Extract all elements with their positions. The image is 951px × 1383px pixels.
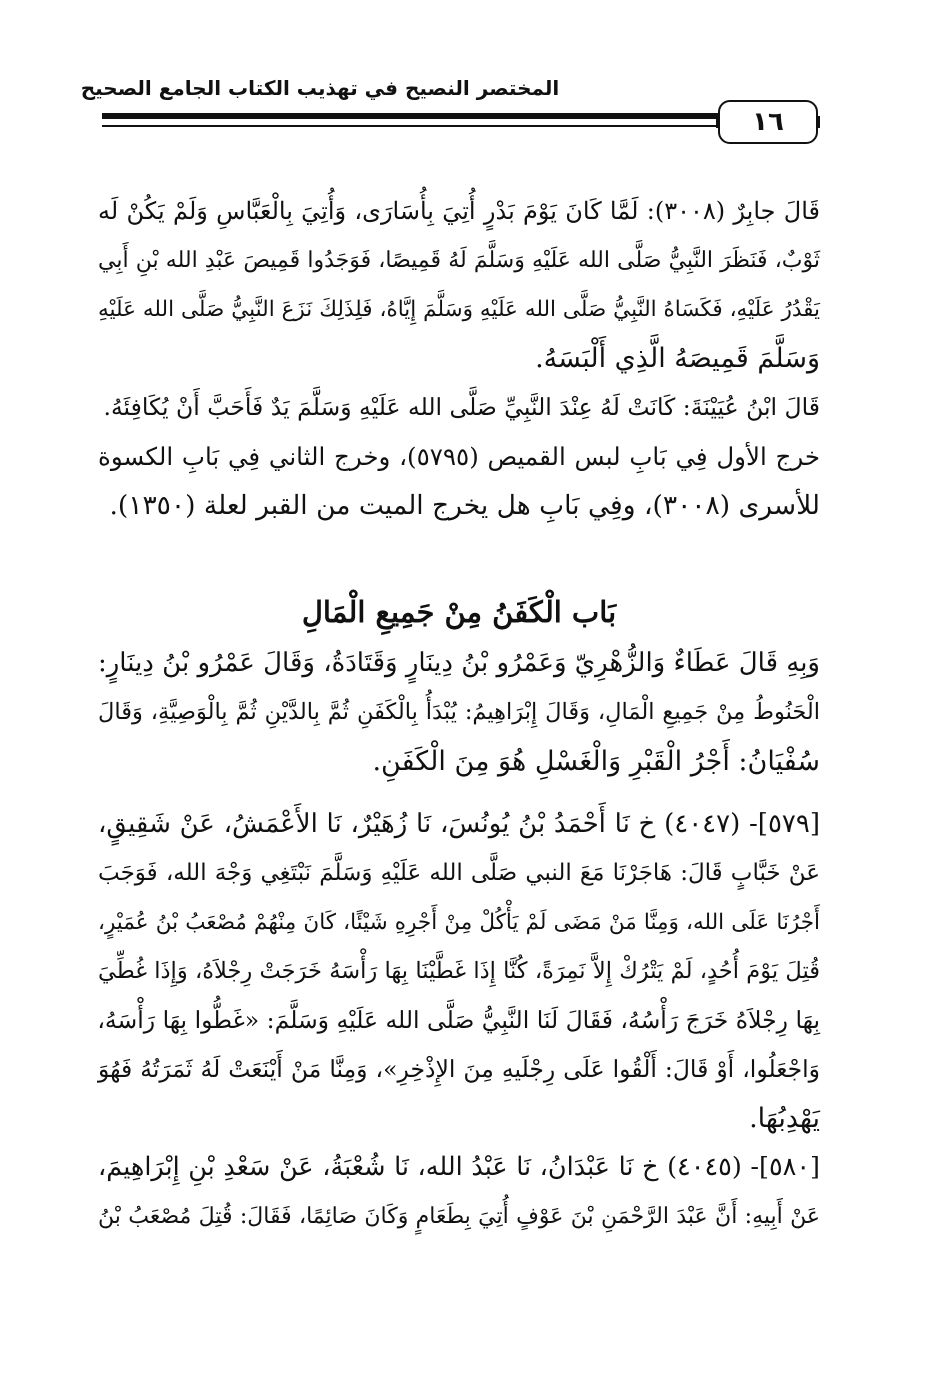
text-line: وَبِهِ قَالَ عَطَاءٌ وَالزُّهْرِيّ وَعَمْرُو بْنُ دِينَارٍ وَقَتَادَةُ، وَقَالَ عَمْرُو بْنُ دِينَارٍ:	[97, 648, 820, 678]
chapter-heading: بَاب الْكَفَنُ مِنْ جَمِيعِ الْمَالِ	[301, 595, 617, 629]
text-line: ثَوْبٌ، فَنَظَرَ النَّبِيُّ صَلَّى الله عَلَيْهِ وَسَلَّمَ لَهُ قَمِيصًا، فَوَجَدُوا قَمِيصَ عَبْدِ الله بْنِ أَبِي	[98, 248, 820, 273]
hadith-jabir-block	[98, 187, 820, 530]
text-line: يَقْدُرُ عَلَيْهِ، فَكَسَاهُ النَّبِيُّ صَلَّى الله عَلَيْهِ وَسَلَّمَ إِيَّاهُ، فَلِذَلِكَ نَزَعَ النَّبِيُّ صَلَّى الله عَلَيْهِ	[98, 297, 820, 322]
takhrij-line: خرج الأول فِي بَابِ لبس القميص (٥٧٩٥)، وخرج الثاني فِي بَابِ الكسوة	[98, 442, 820, 471]
text-line: وَسَلَّمَ قَمِيصَهُ الَّذِي أَلْبَسَهُ.	[535, 343, 820, 374]
header-rule-thin	[102, 125, 720, 127]
text-line: قَالَ جابِرٌ (٣٠٠٨): لَمَّا كَانَ يَوْمَ بَدْرٍ أُتِيَ بِأُسَارَى، وَأُتِيَ بِالْعَبَّاسِ وَلَمْ يَكُنْ لَه	[98, 197, 820, 225]
hadith-580-line: [٥٨٠]- (٤٠٤٥) خ نَا عَبْدَانُ، نَا عَبْدُ الله، نَا شُعْبَةُ، عَنْ سَعْدِ بْنِ إِبْرَاهِيمَ،	[98, 1152, 820, 1182]
header-rule-thick	[102, 113, 720, 119]
text-line: سُفْيَانُ: أَجْرُ الْقَبْرِ وَالْغَسْلِ هُوَ مِنَ الْكَفَنِ.	[372, 746, 820, 777]
hadith-579-line: قُتِلَ يَوْمَ أُحُدٍ، لَمْ يَتْرُكْ إِلاَّ نَمِرَةً، كُنَّا إِذَا غَطَّيْنَا بِهَا رَأْسَهُ خَرَجَتْ رِجْلاَهُ، وَإِذَا غُطِّيَ	[98, 958, 820, 984]
hadith-579-line: بِهَا رِجْلاَهُ خَرَجَ رَأْسُهُ، فَقَالَ لَنَا النَّبِيُّ صَلَّى الله عَلَيْهِ وَسَلَّمَ: «غَطُّوا بِهَا رَأْسَهُ،	[97, 1006, 820, 1034]
text-line: قَالَ ابْنُ عُيَيْنَةَ: كَانَتْ لَهُ عِنْدَ النَّبِيِّ صَلَّى الله عَلَيْهِ وَسَلَّمَ يَدٌ فَأَحَبَّ أَنْ يُكَافِئَهُ.	[103, 393, 820, 421]
page-number: ١٦	[718, 100, 818, 144]
hadith-579-line: عَنْ خَبَّابٍ قَالَ: هَاجَرْنَا مَعَ النبي صَلَّى الله عَلَيْهِ وَسَلَّمَ نَبْتَغِي وَجْهَ الله، فَوَجَبَ	[98, 860, 820, 886]
chapter-block	[98, 585, 820, 1241]
text-line: الْحَنُوطُ مِنْ جَمِيعِ الْمَالِ، وَقَالَ إِبْرَاهِيمُ: يُبْدَأُ بِالْكَفَنِ ثُمَّ بِالدَّيْنِ ثُمَّ بِالْوَصِيَّةِ، وَقَالَ	[98, 699, 820, 725]
hadith-579-line: [٥٧٩]- (٤٠٤٧) خ نَا أَحْمَدُ بْنُ يُونُسَ، نَا زُهَيْرٌ، نَا الأَعْمَشُ، عَنْ شَقِيقٍ،	[98, 809, 820, 839]
hadith-579-line: يَهْدِبُهَا.	[749, 1103, 820, 1134]
hadith-579-line: وَاجْعَلُوا، أَوْ قَالَ: أَلْقُوا عَلَى رِجْلَيهِ مِنَ الإِذْخِرِ»، وَمِنَّا مَنْ أَيْنَعَتْ لَهُ ثَمَرَتُهُ فَهُوَ	[98, 1055, 820, 1083]
running-title: المختصر النصيح في تهذيب الكتاب الجامع الصحيح	[80, 76, 560, 100]
hadith-580-line: عَنْ أَبِيهِ: أَنَّ عَبْدَ الرَّحْمَنِ بْنَ عَوْفٍ أُتِيَ بِطَعَامٍ وَكَانَ صَائِمًا، فَقَالَ: قُتِلَ مُصْعَبُ بْنُ	[98, 1204, 820, 1229]
hadith-579-line: أَجْرُنَا عَلَى الله، وَمِنَّا مَنْ مَضَى لَمْ يَأْكُلْ مِنْ أَجْرِهِ شَيْئًا، كَانَ مِنْهُمْ مُصْعَبُ بْنُ عُمَيْرٍ،	[98, 910, 820, 935]
takhrij-line: للأسرى (٣٠٠٨)، وفِي بَابِ هل يخرج الميت من القبر لعلة (١٣٥٠).	[109, 490, 820, 521]
